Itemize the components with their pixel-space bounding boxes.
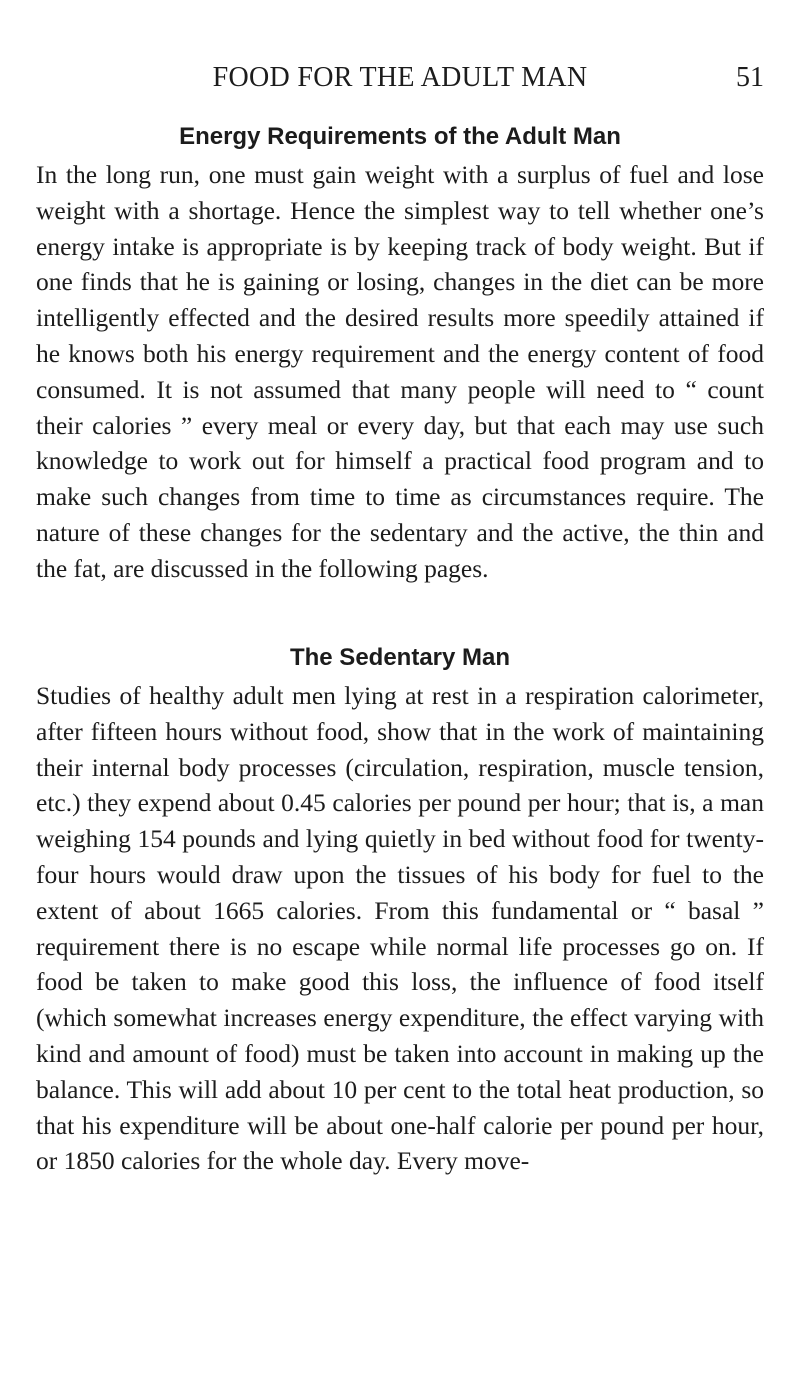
- section-heading-sedentary-man: The Sedentary Man: [289, 644, 511, 671]
- page-number: 51: [736, 62, 764, 93]
- running-head: [36, 58, 764, 98]
- paragraph-sedentary-man: Studies of healthy adult men lying at rest in a respiration calorimeter, after fifteen hours without food, show that in the work of maintaining their internal body processes (circulation, respiration, muscle tension, etc.) they expend about 0.45 calories per pound per hour; that is, a man weighing 154 pounds and lying quietly in bed without food for twenty-four hours would draw upon the tissues of his body for fuel to the extent of about 1665 calories. From this fundamental or “ basal ” requirement there is no escape while normal life processes go on. If food be taken to make good this loss, the influence of food itself (which somewhat increases energy expenditure, the effect varying with kind and amount of food) must be taken into account in making up the balance. This will add about 10 per cent to the total heat production, so that his expenditure will be about one-half calorie per pound per hour, or 1850 calories for the whole day. Every move-: [36, 681, 764, 1176]
- section-heading-energy-requirements: Energy Requirements of the Adult Man: [179, 123, 621, 150]
- running-title: FOOD FOR THE ADULT MAN: [212, 62, 588, 93]
- paragraph-energy-requirements: In the long run, one must gain weight with a surplus of fuel and lose weight with a shortage. Hence the simplest way to tell whether one’s energy intake is appropriate is by keeping track of body weight. But if one finds that he is gaining or losing, changes in the diet can be more intelligently effected and the desired results more speedily attained if he knows both his energy requirement and the energy content of food consumed. It is not assumed that many people will need to “ count their calories ” every meal or every day, but that each may use such knowledge to work out for himself a practical food program and to make such changes from time to time as circumstances require. The nature of these changes for the sedentary and the active, the thin and the fat, are discussed in the following pages.: [36, 160, 764, 583]
